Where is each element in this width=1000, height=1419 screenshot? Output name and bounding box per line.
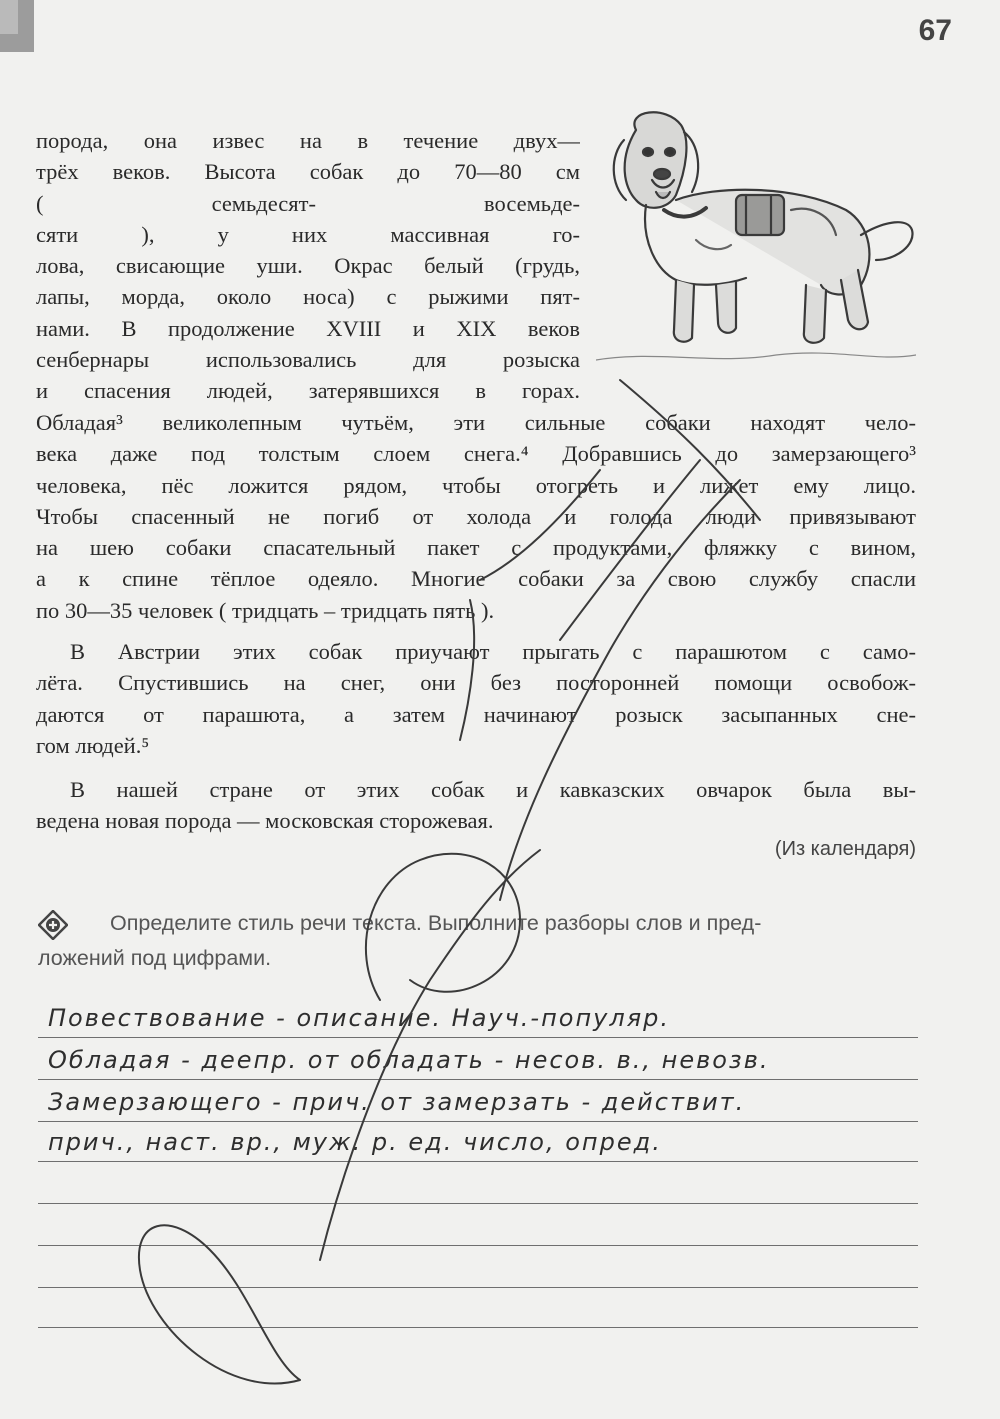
text-line: на шею собаки спасательный пакет с продуктами, фляжку с вином, xyxy=(36,535,916,561)
text-line: лёта. Спустившись на снег, они без посторонней помощи освобож- xyxy=(36,670,916,696)
ruled-line xyxy=(38,1203,918,1204)
handwritten-answer: Повествование - описание. Науч.-популяр. xyxy=(48,1004,670,1032)
ruled-line xyxy=(38,1161,918,1162)
handwritten-answer: прич., наст. вр., муж. р. ед. число, опред. xyxy=(48,1128,662,1156)
ruled-line xyxy=(38,1327,918,1328)
ruled-line xyxy=(38,1287,918,1288)
text-line: сенбернары использовались для розыска xyxy=(36,347,580,373)
text-line: порода, она извес на в течение двух— xyxy=(36,128,580,153)
ruled-line xyxy=(38,1245,918,1246)
text-line: человека, пёс ложится рядом, чтобы отогреть и лижет ему лицо. xyxy=(36,472,916,498)
text-line: века даже под толстым слоем снега.⁴ Добравшись до замерзающего³ xyxy=(36,441,916,467)
text-line: по 30—35 человек ( тридцать – тридцать пять ). xyxy=(36,597,495,623)
text-line: лапы, морда, около носа) с рыжими пят- xyxy=(36,284,580,310)
ruled-line xyxy=(38,1037,918,1038)
page-number: 67 xyxy=(918,14,952,47)
ruled-line xyxy=(38,1121,918,1122)
handwritten-answer: Замерзающего - прич. от замерзать - действит. xyxy=(48,1088,746,1116)
task-line-2: ложений под цифрами. xyxy=(38,946,272,970)
text-line: В Австрии этих собак приучают прыгать с парашютом с само- xyxy=(70,639,916,664)
paragraph-2 xyxy=(36,636,916,761)
text-line: и спасения людей, затерявшихся в горах. xyxy=(36,378,580,404)
source-attribution: (Из календаря) xyxy=(774,838,916,860)
text-line: ведена новая порода — московская сторожевая. xyxy=(36,808,494,834)
paragraph-3 xyxy=(36,774,916,837)
plus-diamond-icon xyxy=(38,910,68,940)
text-line: ( семьдесят- восемьде- xyxy=(36,190,580,216)
scan-corner-shadow xyxy=(0,0,34,52)
text-line: гом людей.⁵ xyxy=(36,732,150,758)
handwritten-answer: Обладая - деепр. от обладать - несов. в., невозв. xyxy=(48,1046,770,1074)
task-instruction xyxy=(38,906,918,976)
text-line: трёх веков. Высота собак до 70—80 см xyxy=(36,159,580,185)
dog-illustration xyxy=(596,100,916,380)
text-line: В нашей стране от этих собак и кавказских овчарок была вы- xyxy=(70,777,916,802)
text-line: даются от парашюта, а затем начинают розыск засыпанных сне- xyxy=(36,701,916,727)
text-line: лова, свисающие уши. Окрас белый (грудь, xyxy=(36,253,580,279)
text-line: Обладая³ великолепным чутьём, эти сильные собаки находят чело- xyxy=(36,410,916,435)
text-line: Чтобы спасенный не погиб от холода и голода люди привязывают xyxy=(36,503,916,529)
text-line: сяти ), у них массивная го- xyxy=(36,221,580,247)
text-line: нами. В продолжение XVIII и XIX веков xyxy=(36,315,580,341)
paragraph-1-continued xyxy=(36,407,916,626)
text-line: а к спине тёплое одеяло. Многие собаки за свою службу спасли xyxy=(36,566,916,592)
task-line-1: Определите стиль речи текста. Выполните разборы слов и пред- xyxy=(110,911,762,935)
ruled-line xyxy=(38,1079,918,1080)
